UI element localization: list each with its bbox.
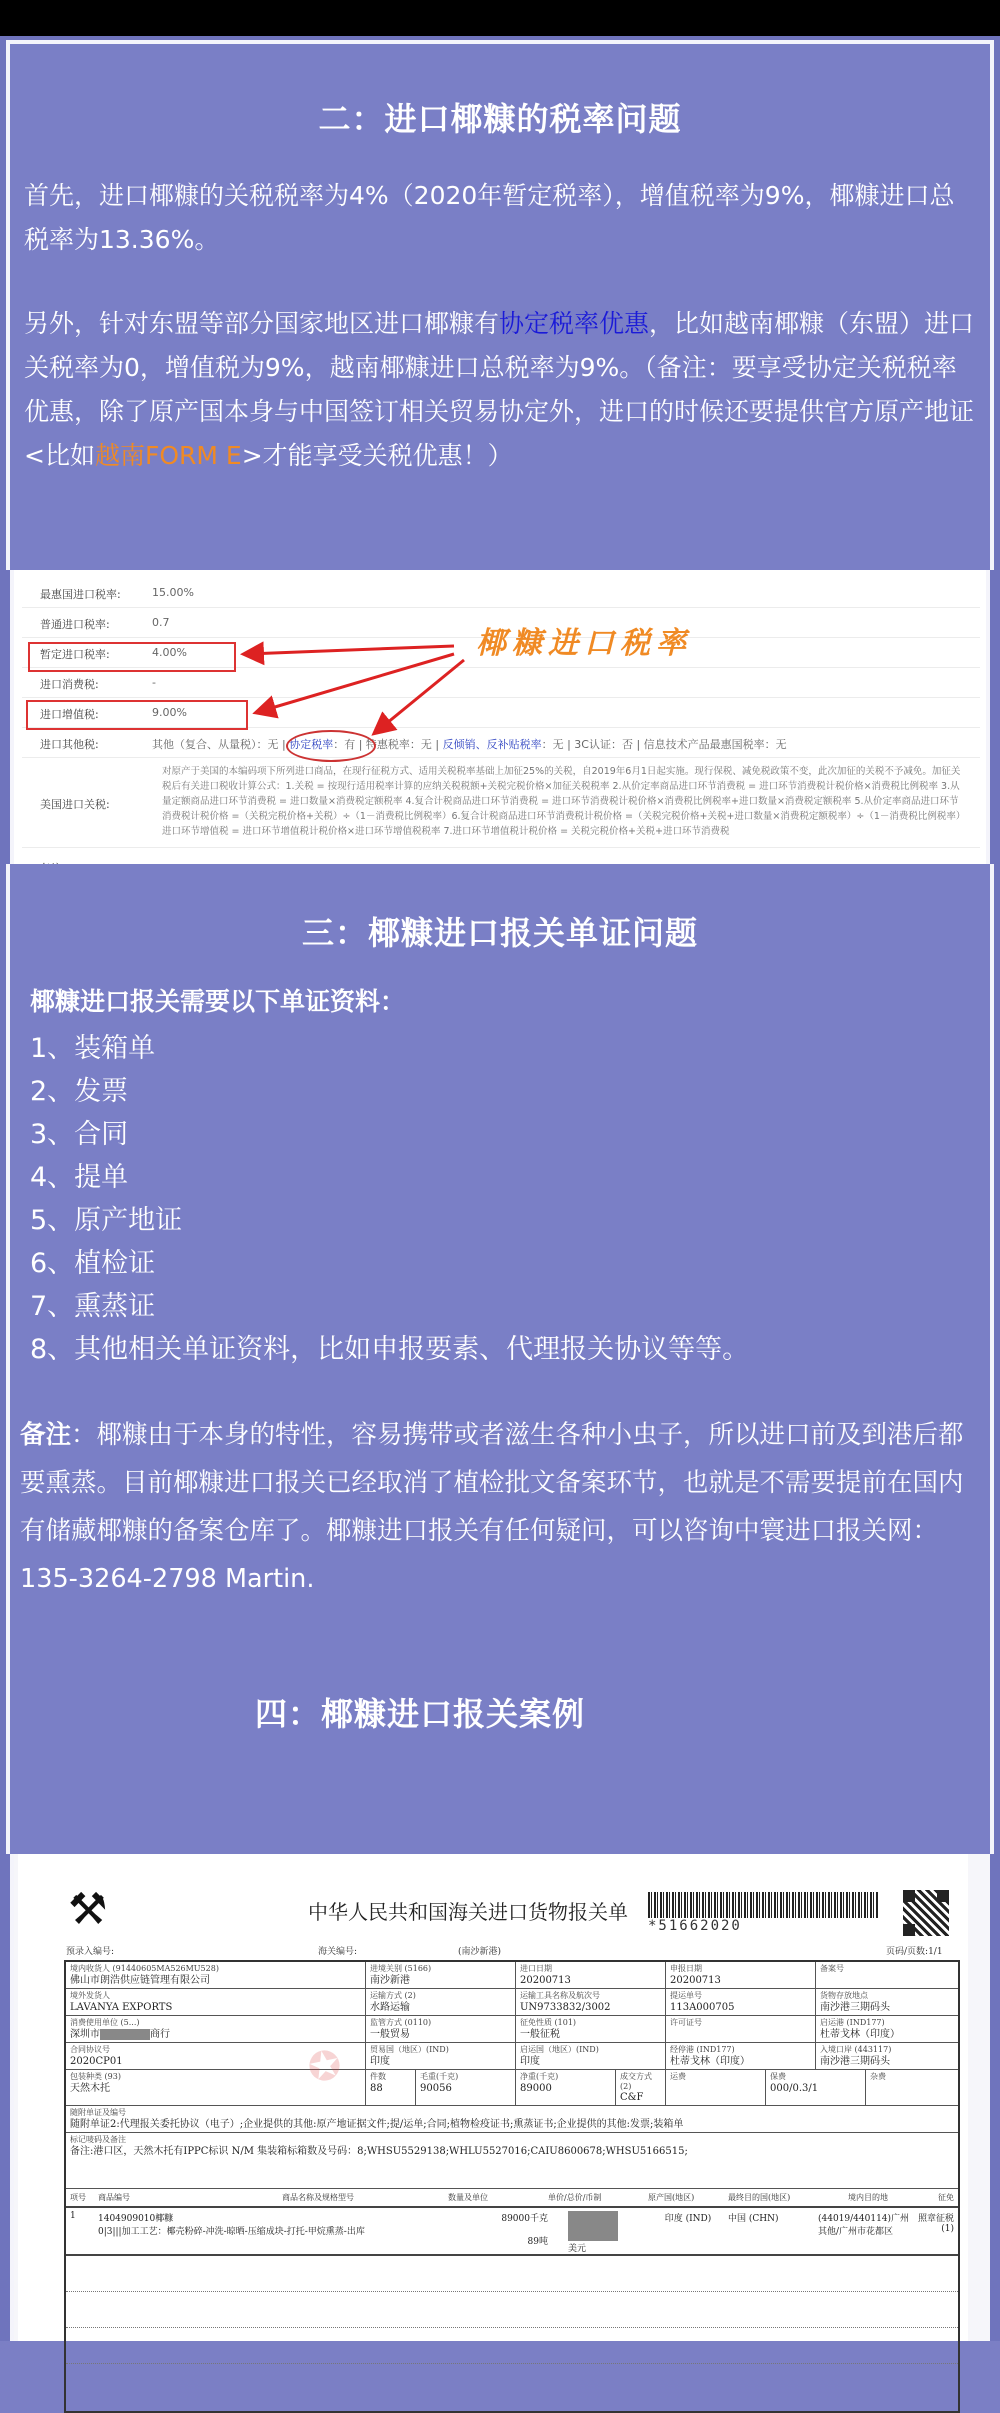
cell-key: 监管方式 (0110) <box>370 2018 432 2027</box>
cell-value: 备注:港口区，天然木托有IPPC标识 N/M 集装箱标箱数及号码：8;WHSU5529138;WHLU5527016;CAIU8600678;WHSU5166515; <box>70 2146 688 2157</box>
cell-value: LAVANYA EXPORTS <box>70 2002 173 2013</box>
section-tax-rate <box>6 40 994 570</box>
cell-value: 南沙港三期码头 <box>820 2002 890 2013</box>
form-cell <box>866 2070 958 2105</box>
cell-key: 境内收货人 (91440605MA526MU528) <box>70 1964 219 1973</box>
form-e-highlight: 越南FORM E <box>94 441 242 470</box>
list-item: 7、熏蒸证 <box>30 1291 156 1322</box>
list-item: 6、植检证 <box>30 1248 156 1279</box>
divider <box>66 2291 958 2292</box>
item-price <box>548 2211 648 2254</box>
list-item: 4、提单 <box>30 1162 129 1193</box>
cell-key: 标记唛码及备注 <box>70 2135 126 2144</box>
item-spec: 0|3|||加工工艺：椰壳粉碎-冲洗-晾晒-压缩成块-打托-甲烷熏蒸-出库 <box>98 2227 365 2237</box>
form-row <box>66 2070 958 2106</box>
col-header: 原产国(地区) <box>648 2193 695 2202</box>
item-qty <box>448 2211 548 2251</box>
cell-key: 经停港 (IND177) <box>670 2045 735 2054</box>
cell-key: 征免性质 (101) <box>520 2018 577 2027</box>
cell-value: 一般贸易 <box>370 2029 410 2040</box>
cell-key: 入境口岸 (443117) <box>820 2045 892 2054</box>
item-desc <box>98 2211 448 2251</box>
declaration-table <box>64 1960 960 2413</box>
cell-value: 90056 <box>420 2083 452 2094</box>
col-header: 征免 <box>938 2193 954 2202</box>
text: ，比如越南椰糠（东盟）进口关税率为0，增值税为9%，越南椰糠进口总税率为9%。（备注：要享受协定关税税率优惠，除了原产国本身与中国签订相关贸易协定外，进口的时候还要提供官方原产地证<比如 <box>24 309 975 470</box>
article-page <box>0 36 1000 2341</box>
list-item: 1、装箱单 <box>30 1033 156 1064</box>
top-bar <box>0 0 1000 36</box>
form-cell <box>516 2043 666 2069</box>
form-row <box>66 1962 958 1989</box>
empty-goods-area <box>66 2291 958 2411</box>
form-cell <box>366 1989 516 2015</box>
cell-value <box>70 2028 361 2041</box>
fumigation-note <box>10 1411 990 1603</box>
form-cell <box>516 2070 616 2105</box>
cell-value: 南沙港三期码头 <box>820 2056 890 2067</box>
text: 商行 <box>150 2029 170 2040</box>
cell-key: 贸易国（地区）(IND) <box>370 2045 449 2054</box>
row-label: 普通进口税率: <box>40 618 110 631</box>
row-label: 进口其他税: <box>40 738 99 751</box>
note-text: ：椰糠由于本身的特性，容易携带或者滋生各种小虫子，所以进口前及到港后都要熏蒸。目前椰糠进口报关已经取消了植检批文备案环节，也就是不需要提前在国内有储藏椰糠的备案仓库了。椰糠进口报关有任何疑问，可以咨询中寰进口报关网：135-3264-2798 Martin. <box>20 1420 964 1594</box>
pre-entry-label: 预录入编号: <box>66 1947 115 1957</box>
form-cell <box>616 2070 666 2105</box>
cell-key: 运输方式 (2) <box>370 1991 416 2000</box>
row-label: 美国进口关税: <box>40 798 110 811</box>
text: 深圳市 <box>70 2029 100 2040</box>
qr-code-icon <box>903 1890 949 1936</box>
form-cell <box>366 2043 516 2069</box>
text: ：无 | 3C认证：否 | 信息技术产品最惠国税率：无 <box>541 738 787 751</box>
goods-header <box>66 2189 958 2208</box>
anti-dumping-link[interactable]: 反倾销、反补贴税率 <box>442 738 542 751</box>
form-cell <box>766 2070 866 2105</box>
cell-value: 20200713 <box>520 1975 571 1986</box>
page-count: 页码/页数:1/1 <box>886 1947 943 1957</box>
tariff-annotation: 椰糠进口税率 <box>476 626 692 661</box>
form-row <box>66 2043 958 2070</box>
item-code: 1404909010椰糠 <box>98 2214 174 2224</box>
text: | 特惠税率：无 | <box>358 738 440 751</box>
cell-key: 合同协议号 <box>70 2045 110 2054</box>
cell-key: 消费使用单位 (5...) <box>70 2018 140 2027</box>
customs-no-label: 海关编号: <box>318 1947 358 1957</box>
form-cell <box>516 2016 666 2042</box>
cell-key: 进口日期 <box>520 1964 552 1973</box>
documents-list <box>10 1027 990 1371</box>
section-title: 三：椰糠进口报关单证问题 <box>301 914 698 952</box>
cell-value: 113A000705 <box>670 2002 735 2013</box>
paragraph-tax-rate: 首先，进口椰糠的关税税率为4%（2020年暂定税率），增值税率为9%，椰糠进口总税率为13.36%。 <box>24 181 955 254</box>
row-value: 0.7 <box>152 616 170 629</box>
cell-value: 89000 <box>520 2083 552 2094</box>
form-row <box>66 2016 958 2043</box>
tariff-rate-image <box>10 570 990 900</box>
col-header: 单价/总价/币制 <box>548 2193 602 2202</box>
cell-value: 水路运输 <box>370 2002 410 2013</box>
cell-key: 许可证号 <box>670 2018 702 2027</box>
form-cell <box>66 2016 366 2042</box>
cell-value: 杜蒂戈林（印度） <box>670 2056 750 2067</box>
cell-value: 佛山市朗浩供应链管理有限公司 <box>70 1975 210 1986</box>
customs-declaration-image <box>10 1854 990 2341</box>
cell-key: 保费 <box>770 2072 786 2081</box>
form-cell <box>66 2106 958 2132</box>
form-row <box>66 1989 958 2016</box>
customs-form-sheet <box>18 1854 968 2341</box>
cell-key: 货物存放地点 <box>820 1991 868 2000</box>
text: 另外，针对东盟等部分国家地区进口椰糠有 <box>24 309 500 338</box>
col-header: 商品名称及规格型号 <box>282 2193 354 2202</box>
note-label: 备注 <box>20 1420 72 1450</box>
cell-key: 包装种类 (93) <box>70 2072 121 2081</box>
form-cell <box>666 1989 816 2015</box>
cell-key: 成交方式 (2) <box>620 2072 652 2091</box>
form-cell <box>816 1962 958 1988</box>
section-documents <box>6 864 994 1854</box>
item-destination: 中国 (CHN) <box>728 2214 779 2224</box>
item-no: 1 <box>70 2211 76 2221</box>
form-title: 中华人民共和国海关进口货物报关单 <box>308 1900 628 1924</box>
cell-value: 天然木托 <box>70 2083 110 2094</box>
divider <box>66 2327 958 2328</box>
redacted-block <box>568 2211 618 2241</box>
row-value: 9.00% <box>152 706 187 719</box>
form-cell <box>366 2016 516 2042</box>
list-item: 2、发票 <box>30 1076 129 1107</box>
form-cell <box>66 2133 958 2188</box>
watermark-stamp: ✪ <box>303 2041 346 2093</box>
cell-value: 20200713 <box>670 1975 721 1986</box>
item-exemption: 照章征税 (1) <box>918 2214 955 2234</box>
barcode-icon <box>648 1892 878 1918</box>
form-cell <box>66 1962 366 1988</box>
cell-value: 南沙新港 <box>370 1975 410 1986</box>
cell-key: 随附单证及编号 <box>70 2108 126 2117</box>
col-header: 数量及单位 <box>448 2193 488 2202</box>
cell-key: 提运单号 <box>670 1991 702 2000</box>
currency: 美元 <box>568 2244 587 2254</box>
cell-key: 运费 <box>670 2072 686 2081</box>
cell-value: C&F <box>620 2092 644 2103</box>
row-label: 最惠国进口税率: <box>40 588 121 601</box>
form-cell <box>366 2070 416 2105</box>
list-item: 3、合同 <box>30 1119 129 1150</box>
cell-key: 启运国（地区）(IND) <box>520 2045 599 2054</box>
item-origin: 印度 (IND) <box>664 2214 712 2224</box>
agreement-rate-link[interactable]: 协定税率优惠 <box>499 309 650 338</box>
cell-value: 印度 <box>370 2056 390 2067</box>
cell-key: 进境关别 (5166) <box>370 1964 432 1973</box>
form-cell <box>416 2070 516 2105</box>
row-label: 进口消费税: <box>40 678 99 691</box>
form-cell <box>666 2070 766 2105</box>
form-row-attached-docs <box>66 2106 958 2133</box>
barcode-number: *51662020 <box>648 1918 742 1934</box>
cell-key: 备案号 <box>820 1964 844 1973</box>
form-cell <box>666 1962 816 1988</box>
section-title: 二：进口椰糠的税率问题 <box>318 100 682 138</box>
cell-key: 境外发货人 <box>70 1991 110 2000</box>
row-value: - <box>152 676 156 689</box>
agreement-rate-link[interactable]: 协定税率 <box>289 738 334 751</box>
cell-value: 一般征税 <box>520 2029 560 2040</box>
cell-key: 杂费 <box>870 2072 886 2081</box>
qty2: 89吨 <box>527 2237 548 2247</box>
cell-value: 2020CP01 <box>70 2056 123 2067</box>
col-header: 最终目的国(地区) <box>728 2193 791 2202</box>
form-cell <box>816 2043 958 2069</box>
section-title: 四：椰糠进口报关案例 <box>254 1695 585 1733</box>
form-cell <box>666 2016 816 2042</box>
row-value: 15.00% <box>152 586 194 599</box>
cell-value: 000/0.3/1 <box>770 2083 819 2094</box>
cell-key: 净重(千克) <box>520 2072 559 2081</box>
documents-intro: 椰糠进口报关需要以下单证资料： <box>30 987 406 1016</box>
cell-key: 运输工具名称及航次号 <box>520 1991 600 2000</box>
item-domestic-dest: (44019/440114)广州其他/广州市花都区 <box>818 2214 910 2237</box>
goods-item <box>66 2208 958 2256</box>
form-cell <box>816 1989 958 2015</box>
list-item: 5、原产地证 <box>30 1205 183 1236</box>
col-header: 项号 <box>70 2193 86 2202</box>
redacted-block <box>100 2029 150 2040</box>
cell-key: 启运港 (IND177) <box>820 2018 885 2027</box>
form-cell <box>816 2016 958 2042</box>
customs-port: (南沙新港) <box>458 1947 502 1957</box>
form-cell <box>366 1962 516 1988</box>
cell-value: UN9733832/3002 <box>520 2002 611 2013</box>
form-cell <box>516 1989 666 2015</box>
cell-value: 88 <box>370 2083 383 2094</box>
row-label: 暂定进口税率: <box>40 648 110 661</box>
row-label: 进口增值税: <box>40 708 99 721</box>
col-header: 商品编号 <box>98 2193 130 2202</box>
customs-emblem-icon: ⚒ <box>68 1884 108 1935</box>
list-item: 8、其他相关单证资料，比如申报要素、代理报关协议等等。 <box>30 1334 750 1365</box>
text: ：有 <box>333 738 356 751</box>
cell-value: 随附单证2:代理报关委托协议（电子）;企业提供的其他:原产地证据文件;提/运单;合同;植物检疫证书;熏蒸证书;企业提供的其他:发票;装箱单 <box>70 2119 684 2130</box>
col-header: 境内目的地 <box>848 2193 888 2202</box>
cell-key: 毛重(千克) <box>420 2072 459 2081</box>
row-value: 4.00% <box>152 646 187 659</box>
text: >才能享受关税优惠！） <box>241 441 513 470</box>
qty: 89000千克 <box>501 2214 548 2224</box>
form-row-marks <box>66 2133 958 2189</box>
form-cell <box>666 2043 816 2069</box>
cell-value: 杜蒂戈林（印度） <box>820 2029 900 2040</box>
us-tariff-note: 对原产于美国的本编码项下所列进口商品，在现行征税方式、适用关税税率基础上加征25%的关税，自2019年6月1日起实施。现行保税、减免税政策不变，此次加征的关税不予减免。加征关税后有关进口税收计算公式：1.关税 = 按现行适用税率计算的应纳关税税额+关税完税价格×加征关税税率 2.从价定率商品进口环节消费税 = 进口环节消费税计税价格×消费税比例税率 3.从量定额商品进口环节消费税 = 进口数量×消费税定额税率 4.复合计税商品进口环节消费税 = 进口环节消费税计税价格×消费税比例税率+进口数量×消费税定额税率 5.从价定率商品进口环节消费税计税价格 =（关税完税价格+关税）÷（1－消费税比例税率）6.复合计税商品进口环节消费税计税价格 =（关税完税价格+关税+进口数量×消费税定额税率）÷（1－消费税比例税率）进口环节增值税 = 进口环节增值税计税价格×进口环节增值税税率 7.进口环节增值税计税价格 = 关税完税价格+关税+进口环节消费税 <box>162 766 961 837</box>
text: 其他（复合、从量税）：无 | <box>152 738 286 751</box>
cell-key: 申报日期 <box>670 1964 702 1973</box>
cell-value: 印度 <box>520 2056 540 2067</box>
cell-key: 件数 <box>370 2072 386 2081</box>
paragraph-agreement-rate <box>10 302 990 478</box>
form-cell <box>516 1962 666 1988</box>
divider <box>66 2363 958 2364</box>
form-cell <box>66 1989 366 2015</box>
